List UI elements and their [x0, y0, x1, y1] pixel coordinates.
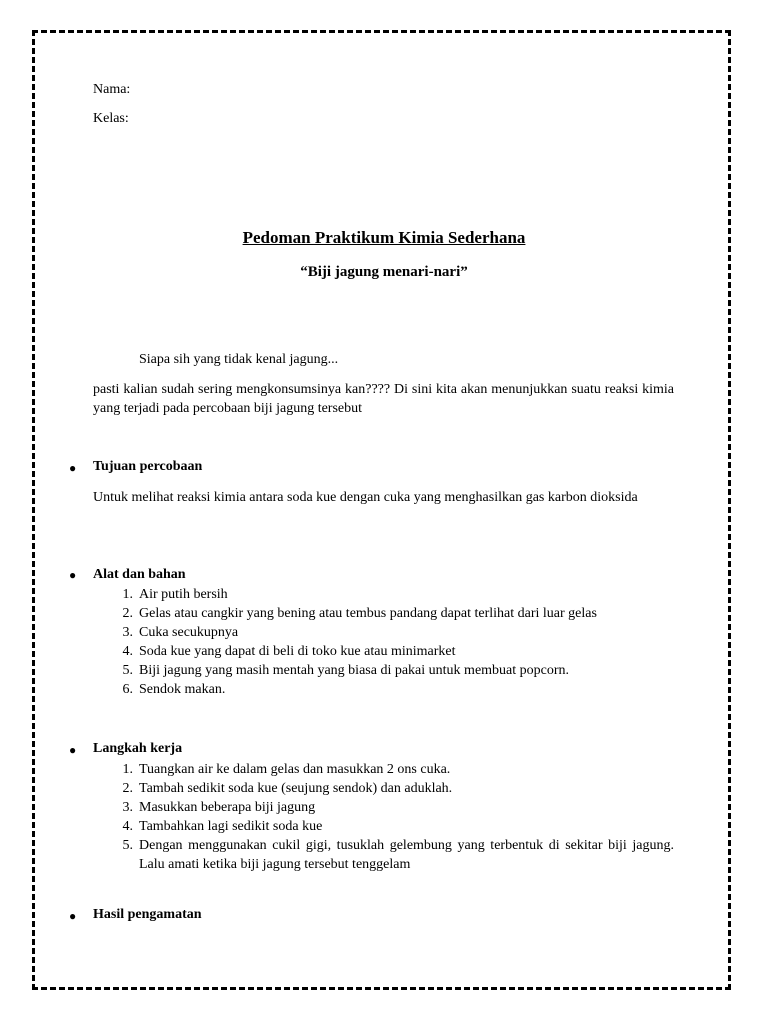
list-item-text: Tuangkan air ke dalam gelas dan masukkan 2 ons cuka. — [139, 762, 451, 777]
list-item — [115, 680, 674, 699]
list-item-text: Soda kue yang dapat di beli di toko kue atau minimarket — [139, 644, 456, 659]
bullet-icon: ● — [69, 909, 77, 923]
document-subtitle: “Biji jagung menari-nari” — [300, 264, 468, 280]
list-number: 4. — [122, 644, 133, 659]
intro-first-line: Siapa sih yang tidak kenal jagung... — [139, 352, 339, 367]
nama-label: Nama: — [93, 82, 131, 97]
document-title: Pedoman Praktikum Kimia Sederhana — [242, 228, 526, 247]
bullet-icon: ● — [69, 461, 77, 475]
list-item — [115, 817, 674, 836]
alat-list — [115, 585, 674, 699]
list-item-text: Air putih bersih — [139, 587, 228, 602]
list-item — [115, 661, 674, 680]
list-number: 3. — [122, 625, 133, 640]
list-number: 2. — [122, 606, 133, 621]
list-item — [115, 760, 674, 779]
list-number: 1. — [122, 762, 133, 777]
list-number: 3. — [122, 800, 133, 815]
list-item-text: Tambah sedikit soda kue (seujung sendok) dan aduklah. — [139, 781, 453, 796]
list-number: 1. — [122, 587, 133, 602]
tujuan-paragraph: Untuk melihat reaksi kimia antara soda kue dengan cuka yang menghasilkan gas karbon dioksida — [93, 490, 638, 505]
list-item-text: Biji jagung yang masih mentah yang biasa di pakai untuk membuat popcorn. — [139, 663, 570, 678]
list-item-text: Tambahkan lagi sedikit soda kue — [139, 819, 323, 834]
list-item — [115, 798, 674, 817]
list-item-text: Cuka secukupnya — [139, 625, 239, 640]
list-item — [115, 642, 674, 661]
list-item-text: Dengan menggunakan cukil gigi, tusuklah gelembung yang terbentuk di sekitar biji jagung. Lalu amati ketika biji jagung tersebut tenggelam — [139, 838, 674, 872]
list-item-text: Sendok makan. — [139, 682, 226, 697]
list-number: 6. — [122, 682, 133, 697]
langkah-list — [115, 760, 674, 874]
list-number: 4. — [122, 819, 133, 834]
intro-paragraph: pasti kalian sudah sering mengkonsumsinya kan???? Di sini kita akan menunjukkan suatu reaksi kimia yang terjadi pada percobaan biji jagung tersebut — [93, 382, 674, 416]
list-item — [115, 836, 674, 874]
list-item — [115, 779, 674, 798]
bullet-icon: ● — [69, 568, 77, 582]
section-heading-alat: Alat dan bahan — [93, 567, 186, 582]
list-item-text: Masukkan beberapa biji jagung — [139, 800, 316, 815]
section-heading-hasil: Hasil pengamatan — [93, 907, 202, 922]
list-number: 5. — [122, 838, 133, 853]
section-heading-langkah: Langkah kerja — [93, 741, 183, 756]
list-item — [115, 623, 674, 642]
list-number: 5. — [122, 663, 133, 678]
section-heading-tujuan: Tujuan percobaan — [93, 459, 203, 474]
list-item — [115, 604, 674, 623]
list-item — [115, 585, 674, 604]
bullet-icon: ● — [69, 743, 77, 757]
list-item-text: Gelas atau cangkir yang bening atau tembus pandang dapat terlihat dari luar gelas — [139, 606, 597, 621]
kelas-label: Kelas: — [93, 111, 129, 126]
list-number: 2. — [122, 781, 133, 796]
